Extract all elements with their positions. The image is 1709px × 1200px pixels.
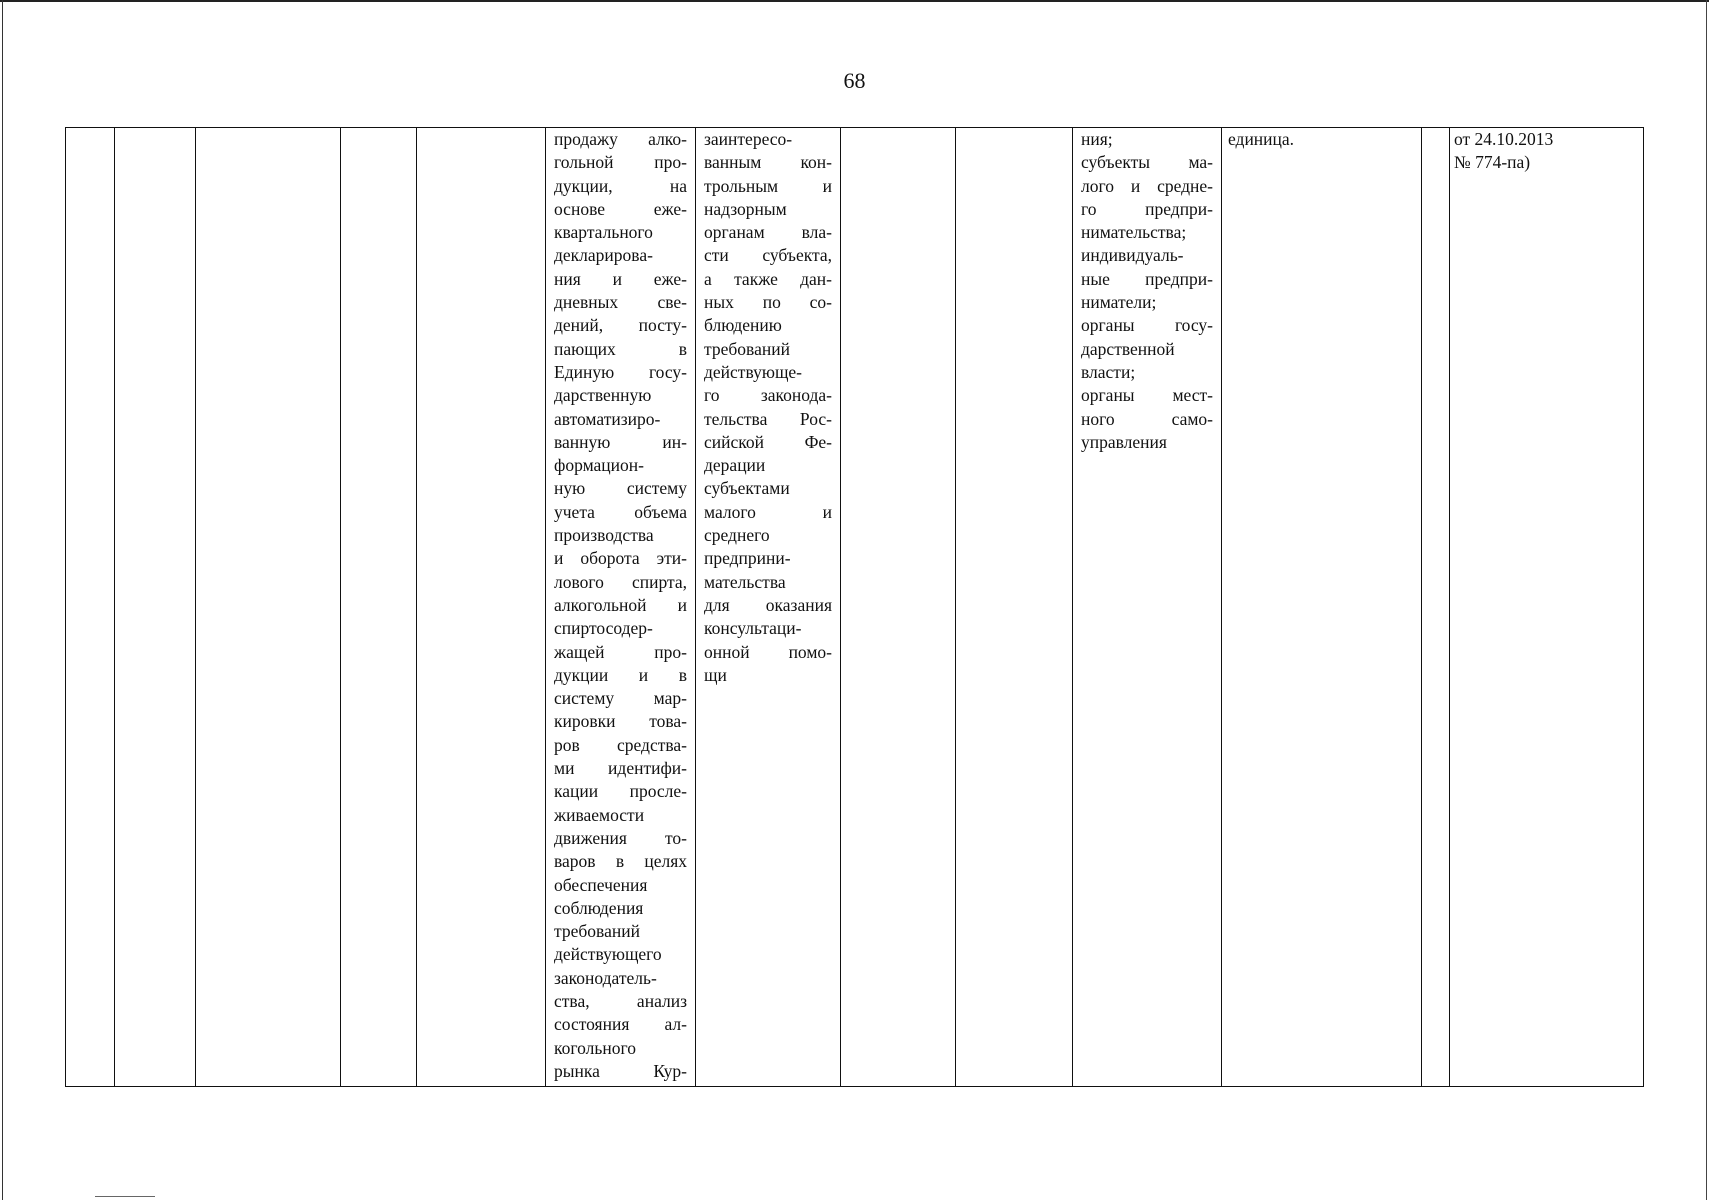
cell-line: алкогольной и: [554, 594, 687, 615]
cell-line: живаемости: [554, 804, 645, 825]
cell-line: квартального: [554, 222, 653, 243]
cell-line: дений, посту-: [554, 315, 687, 336]
cell-line: нимательства;: [1081, 222, 1187, 243]
cell-line: варов в целях: [554, 851, 687, 872]
cell-line: ванным кон-: [704, 152, 832, 173]
cell-line: лового спирта,: [554, 571, 687, 592]
cell-line: состояния ал-: [554, 1014, 687, 1035]
cell-line: ния;: [1081, 129, 1113, 149]
cell-line: власти;: [1081, 361, 1136, 382]
cell-text-provision-description: [696, 128, 840, 687]
cell-line: действующего: [554, 944, 662, 965]
cell-line: кации просле-: [554, 781, 687, 802]
cell-line: индивидуаль-: [1081, 245, 1184, 266]
cell-line: учета объема: [554, 501, 687, 522]
table-cell-13: [1450, 128, 1644, 1087]
cell-text-activity-description: [546, 128, 695, 1083]
cell-line: среднего: [704, 525, 770, 546]
table-row: [66, 128, 1644, 1087]
table-cell-11: [1222, 128, 1422, 1087]
cell-line: формацион-: [554, 455, 644, 476]
cell-text-target-groups: [1073, 128, 1221, 454]
cell-line: органы мест-: [1081, 385, 1213, 406]
cell-text-reference: [1450, 128, 1643, 175]
cell-line: дерации: [704, 455, 766, 476]
cell-line: блюдению: [704, 315, 782, 336]
cell-line: предприни-: [704, 548, 791, 569]
cell-line: систему мар-: [554, 688, 687, 709]
cell-line: органы госу-: [1081, 315, 1213, 336]
scan-edge-bottom: [95, 1196, 155, 1197]
cell-line: го предпри-: [1081, 198, 1213, 219]
cell-line: надзорным: [704, 198, 787, 219]
cell-line: трольным и: [704, 175, 832, 196]
table-cell-6: [546, 128, 696, 1087]
cell-line: управления: [1081, 431, 1167, 452]
table-cell-9: [956, 128, 1073, 1087]
cell-line: производства: [554, 525, 654, 546]
cell-line: пающих в: [554, 338, 687, 359]
table-cell-1: [66, 128, 115, 1087]
table-cell-2: [115, 128, 196, 1087]
cell-line: № 774-па): [1454, 152, 1531, 173]
cell-line: и оборота эти-: [554, 548, 687, 569]
cell-line: кировки това-: [554, 711, 687, 732]
cell-line: спиртосодер-: [554, 618, 653, 639]
cell-line: субъектами: [704, 478, 790, 499]
cell-line: дукции, на: [554, 175, 687, 196]
cell-line: от 24.10.2013: [1454, 129, 1554, 149]
cell-line: субъекты ма-: [1081, 152, 1213, 173]
cell-line: продажу алко-: [554, 129, 687, 149]
cell-line: ного само-: [1081, 408, 1213, 429]
cell-line: автоматизиро-: [554, 408, 661, 429]
cell-line: ных по со-: [704, 292, 832, 313]
cell-line: тельства Рос-: [704, 408, 832, 429]
cell-line: щи: [704, 664, 727, 685]
cell-line: мательства: [704, 571, 786, 592]
cell-line: законодатель-: [554, 967, 657, 988]
cell-line: гольной про-: [554, 152, 687, 173]
table-cell-10: [1073, 128, 1222, 1087]
cell-line: ниматели;: [1081, 292, 1157, 313]
cell-line: для оказания: [704, 594, 832, 615]
cell-line: ния и еже-: [554, 268, 687, 289]
cell-line: жащей про-: [554, 641, 687, 662]
cell-line: ную систему: [554, 478, 687, 499]
cell-line: требований: [554, 921, 640, 942]
scan-edge-top: [0, 0, 1709, 2]
cell-line: декларирова-: [554, 245, 653, 266]
cell-line: ванную ин-: [554, 431, 687, 452]
cell-line: единица.: [1228, 129, 1295, 149]
scan-edge-left: [2, 0, 3, 1200]
cell-line: действующе-: [704, 361, 803, 382]
cell-line: когольного: [554, 1037, 636, 1058]
cell-line: ми идентифи-: [554, 758, 687, 779]
cell-line: а также дан-: [704, 268, 832, 289]
page-number: 68: [843, 68, 866, 93]
cell-line: дукции и в: [554, 664, 687, 685]
cell-text-unit: [1222, 128, 1421, 151]
cell-line: дарственную: [554, 385, 652, 406]
cell-line: заинтересо-: [704, 129, 793, 149]
cell-line: органам вла-: [704, 222, 832, 243]
cell-line: ные предпри-: [1081, 268, 1213, 289]
cell-line: малого и: [704, 501, 832, 522]
cell-line: основе еже-: [554, 198, 687, 219]
cell-line: требований: [704, 338, 790, 359]
cell-line: дневных све-: [554, 292, 687, 313]
cell-line: сийской Фе-: [704, 431, 832, 452]
cell-line: движения то-: [554, 827, 687, 848]
cell-line: консультаци-: [704, 618, 802, 639]
cell-line: рынка Кур-: [554, 1060, 687, 1081]
document-table: [65, 127, 1644, 1087]
cell-line: обеспечения: [554, 874, 648, 895]
table-cell-12: [1422, 128, 1450, 1087]
cell-line: сти субъекта,: [704, 245, 832, 266]
table-cell-3: [196, 128, 341, 1087]
cell-line: соблюдения: [554, 897, 644, 918]
cell-line: лого и средне-: [1081, 175, 1213, 196]
table-cell-4: [341, 128, 417, 1087]
table-cell-8: [841, 128, 956, 1087]
cell-line: ства, анализ: [554, 990, 687, 1011]
cell-line: Единую госу-: [554, 361, 687, 382]
cell-line: онной помо-: [704, 641, 832, 662]
cell-line: дарственной: [1081, 338, 1175, 359]
cell-line: го законода-: [704, 385, 832, 406]
scan-edge-right: [1706, 0, 1707, 1200]
cell-line: ров средства-: [554, 734, 687, 755]
table-cell-7: [696, 128, 841, 1087]
table-cell-5: [417, 128, 546, 1087]
